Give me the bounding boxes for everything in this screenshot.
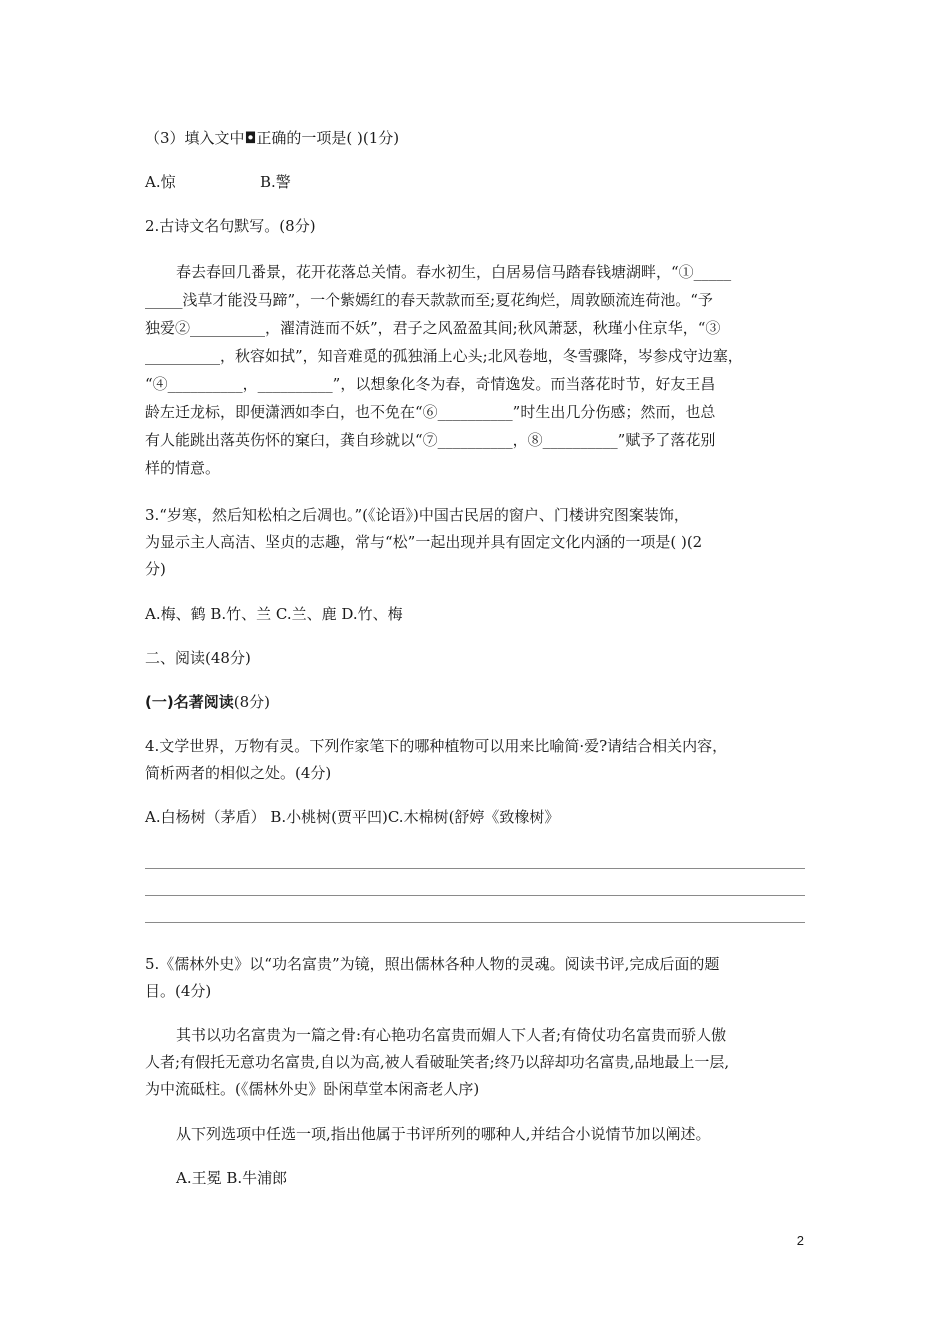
q2-line: 样的情意。 bbox=[145, 459, 221, 477]
q3-sub-option-a: A.惊 bbox=[145, 173, 176, 191]
answer-line[interactable] bbox=[145, 868, 805, 869]
answer-line[interactable] bbox=[145, 922, 805, 923]
q2-line: _____浅草才能没马蹄”，一个紫嫣红的春天款款而至;夏花绚烂，周敦颐流连荷池。“予 bbox=[145, 291, 713, 309]
q4-line: 简析两者的相似之处。(4分) bbox=[145, 764, 332, 782]
q2-line: 龄左迁龙标，即便潇洒如李白，也不免在“⑥__________”时生出几分伤感；然而，也总 bbox=[145, 403, 716, 421]
q2-line: “④__________，__________”，以想象化冬为春，奇情逸发。而当落花时节，好友王昌 bbox=[145, 375, 716, 393]
q5-quote-line: 为中流砥柱。(《儒林外史》卧闲草堂本闲斋老人序) bbox=[145, 1080, 480, 1098]
q2-title: 2.古诗文名句默写。(8分) bbox=[145, 217, 316, 235]
answer-line[interactable] bbox=[145, 895, 805, 896]
q3-sub-stem: （3）填入文中◘正确的一项是( )(1分) bbox=[145, 129, 400, 147]
page-number: 2 bbox=[796, 1233, 804, 1248]
q3-line: 3.“岁寒，然后知松柏之后凋也。”(《论语》)中国古民居的窗户、门楼讲究图案装饰， bbox=[145, 506, 689, 524]
subsection-name: (一)名著阅读 bbox=[145, 693, 234, 711]
q5-instruction: 从下列选项中任选一项,指出他属于书评所列的哪种人,并结合小说情节加以阐述。 bbox=[176, 1125, 711, 1143]
q3-options: A.梅、鹤 B.竹、兰 C.兰、鹿 D.竹、梅 bbox=[145, 605, 403, 623]
q5-options: A.王冕 B.牛浦郎 bbox=[176, 1169, 288, 1187]
q2-line: 有人能跳出落英伤怀的窠臼，龚自珍就以“⑦__________，⑧__________”赋予了落花别 bbox=[145, 431, 716, 449]
q3-line: 分) bbox=[145, 560, 166, 578]
q5-line: 5.《儒林外史》以“功名富贵”为镜，照出儒林各种人物的灵魂。阅读书评,完成后面的题 bbox=[145, 955, 720, 973]
q5-line: 目。(4分) bbox=[145, 982, 212, 1000]
q3-sub-option-b: B.警 bbox=[260, 173, 291, 191]
q2-line: 独爱②__________，濯清涟而不妖”，君子之风盈盈其间;秋风萧瑟，秋瑾小住京华，“③ bbox=[145, 319, 721, 337]
subsection-score: (8分) bbox=[233, 693, 270, 711]
q2-line: __________，秋容如拭”，知音难觅的孤独涌上心头;北风卷地，冬雪骤降，岑参戍守边塞， bbox=[145, 347, 743, 365]
q2-line: 春去春回几番景，花开花落总关情。春水初生，白居易信马踏春钱塘湖畔，“①_____ bbox=[176, 263, 732, 281]
q3-line: 为显示主人高洁、坚贞的志趣，常与“松”一起出现并具有固定文化内涵的一项是( )(2 bbox=[145, 533, 703, 551]
q5-quote-line: 人者;有假托无意功名富贵,自以为高,被人看破耻笑者;终乃以辞却功名富贵,品地最上一层, bbox=[145, 1053, 730, 1071]
subsection-title bbox=[145, 692, 270, 712]
q4-options: A.白杨树（茅盾） B.小桃树(贾平凹)C.木棉树(舒婷《致橡树》 bbox=[145, 808, 560, 826]
section-title: 二、阅读(48分) bbox=[145, 649, 251, 667]
q4-line: 4.文学世界，万物有灵。下列作家笔下的哪种植物可以用来比喻简·爱?请结合相关内容， bbox=[145, 737, 728, 755]
q5-quote-line: 其书以功名富贵为一篇之骨:有心艳功名富贵而媚人下人者;有倚仗功名富贵而骄人傲 bbox=[176, 1026, 727, 1044]
